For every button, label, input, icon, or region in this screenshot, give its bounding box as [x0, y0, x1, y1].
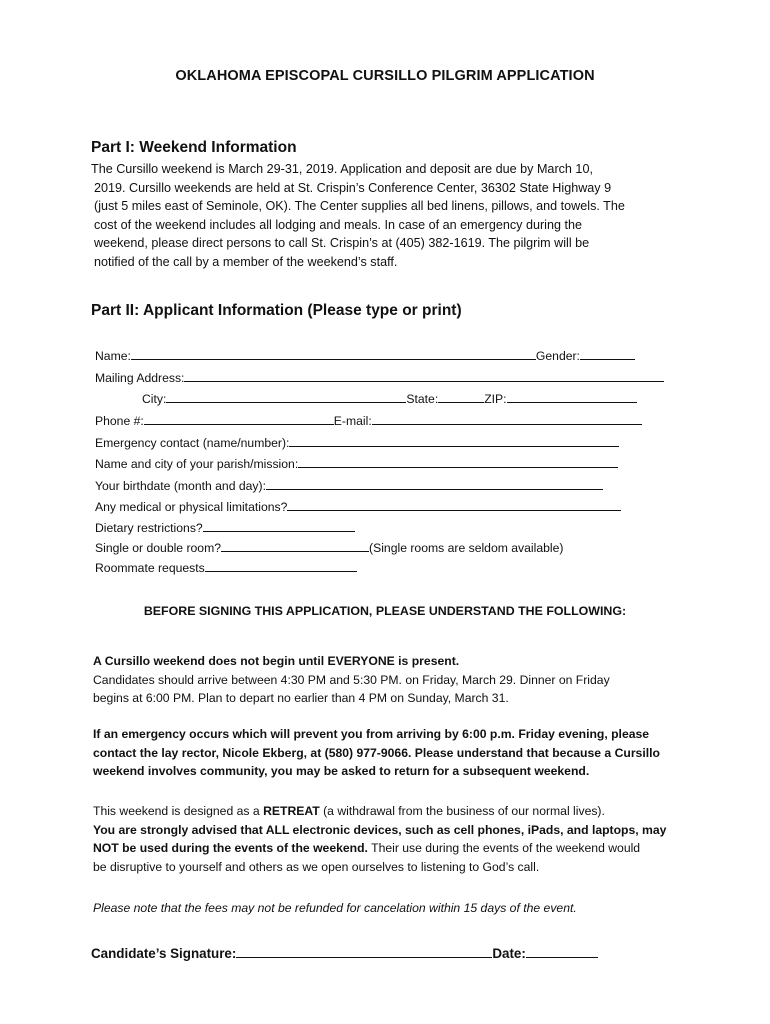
retreat-block: [93, 802, 703, 876]
dietary-field[interactable]: [203, 519, 355, 532]
retreat-line: NOT be used during the events of the weekend. Their use during the events of the weekend would: [93, 841, 641, 855]
city-field[interactable]: [166, 390, 406, 403]
part1-line: weekend, please direct persons to call St. Crispin’s at (405) 382-1619. The pilgrim will be: [94, 236, 590, 251]
mailing-row: [95, 369, 664, 385]
mailing-field[interactable]: [184, 369, 664, 382]
room-row: [95, 539, 563, 555]
parish-row: [95, 455, 618, 471]
parish-label: Name and city of your parish/mission:: [95, 457, 299, 471]
part1-line: (just 5 miles east of Seminole, OK). The Center supplies all bed linens, pillows, and towels. The: [94, 199, 625, 214]
retreat-bold-line: You are strongly advised that ALL electronic devices, such as cell phones, iPads, and laptops, may: [93, 822, 667, 837]
roommate-label: Roommate requests: [95, 561, 205, 575]
gender-label: Gender:: [535, 349, 580, 363]
emergency-notice-line: weekend involves community, you may be asked to return for a subsequent weekend.: [93, 764, 590, 778]
state-field[interactable]: [438, 390, 484, 403]
part2-heading: Part II: Applicant Information (Please type or print): [91, 302, 462, 319]
signature-field[interactable]: [236, 944, 492, 958]
part1-line: cost of the weekend includes all lodging and meals. In case of an emergency during the: [94, 217, 582, 232]
roommate-row: [95, 559, 357, 575]
notice-heading: BEFORE SIGNING THIS APPLICATION, PLEASE UNDERSTAND THE FOLLOWING:: [143, 604, 627, 618]
room-field[interactable]: [221, 539, 369, 552]
birthdate-label: Your birthdate (month and day):: [95, 479, 266, 493]
emergency-notice: [93, 725, 703, 781]
state-label: State:: [406, 392, 439, 406]
retreat-line: be disruptive to yourself and others as we open ourselves to listening to God’s call.: [93, 859, 540, 874]
part1-heading: Part I: Weekend Information: [91, 139, 297, 156]
part1-line: notified of the call by a member of the weekend’s staff.: [94, 254, 398, 269]
mailing-label: Mailing Address:: [95, 371, 185, 385]
part1-line: The Cursillo weekend is March 29-31, 2019. Application and deposit are due by March 10,: [91, 162, 593, 176]
parish-field[interactable]: [298, 455, 618, 468]
roommate-field[interactable]: [205, 559, 357, 572]
zip-label: ZIP:: [484, 392, 507, 406]
date-field[interactable]: [526, 944, 598, 958]
emergency-notice-line: If an emergency occurs which will prevent you from arriving by 6:00 p.m. Friday evening, please: [93, 727, 650, 741]
city-label: City:: [142, 392, 167, 406]
medical-field[interactable]: [287, 498, 621, 511]
arrival-line: begins at 6:00 PM. Plan to depart no earlier than 4 PM on Sunday, March 31.: [93, 691, 509, 705]
birthdate-field[interactable]: [266, 477, 603, 490]
phone-row: [95, 412, 642, 428]
dietary-row: [95, 519, 355, 535]
emergency-row: [95, 434, 619, 450]
arrival-line: Candidates should arrive between 4:30 PM and 5:30 PM. on Friday, March 29. Dinner on Friday: [93, 672, 610, 687]
emergency-notice-line: contact the lay rector, Nicole Ekberg, at (580) 977-9066. Please understand that because a Cursillo: [93, 745, 660, 760]
emergency-label: Emergency contact (name/number):: [95, 436, 290, 450]
document-title: OKLAHOMA EPISCOPAL CURSILLO PILGRIM APPLICATION: [175, 68, 595, 84]
retreat-line: This weekend is designed as a RETREAT (a withdrawal from the business of our normal lives).: [93, 804, 605, 818]
room-label: Single or double room?: [95, 541, 222, 555]
city-row: [142, 390, 637, 406]
gender-field[interactable]: [580, 347, 635, 360]
emergency-field[interactable]: [289, 434, 619, 447]
birthdate-row: [95, 477, 603, 493]
medical-label: Any medical or physical limitations?: [95, 500, 288, 514]
email-field[interactable]: [372, 412, 642, 425]
part1-paragraph: [91, 160, 691, 272]
phone-field[interactable]: [144, 412, 334, 425]
zip-field[interactable]: [507, 390, 637, 403]
part1-line: 2019. Cursillo weekends are held at St. Crispin’s Conference Center, 36302 State Highway 9: [94, 180, 612, 195]
medical-row: [95, 498, 621, 514]
refund-note: Please note that the fees may not be refunded for cancelation within 15 days of the event.: [93, 901, 577, 915]
room-note: (Single rooms are seldom available): [369, 541, 564, 555]
dietary-label: Dietary restrictions?: [95, 521, 203, 535]
arrival-bold: A Cursillo weekend does not begin until EVERYONE is present.: [93, 654, 460, 668]
name-row: [95, 347, 635, 363]
signature-label: Candidate’s Signature:: [91, 946, 237, 961]
name-label: Name:: [95, 349, 131, 363]
email-label: E-mail:: [333, 414, 372, 428]
arrival-block: [93, 652, 693, 708]
date-label: Date:: [492, 946, 526, 961]
name-field[interactable]: [131, 347, 536, 360]
phone-label: Phone #:: [95, 414, 144, 428]
signature-row: [91, 944, 598, 961]
